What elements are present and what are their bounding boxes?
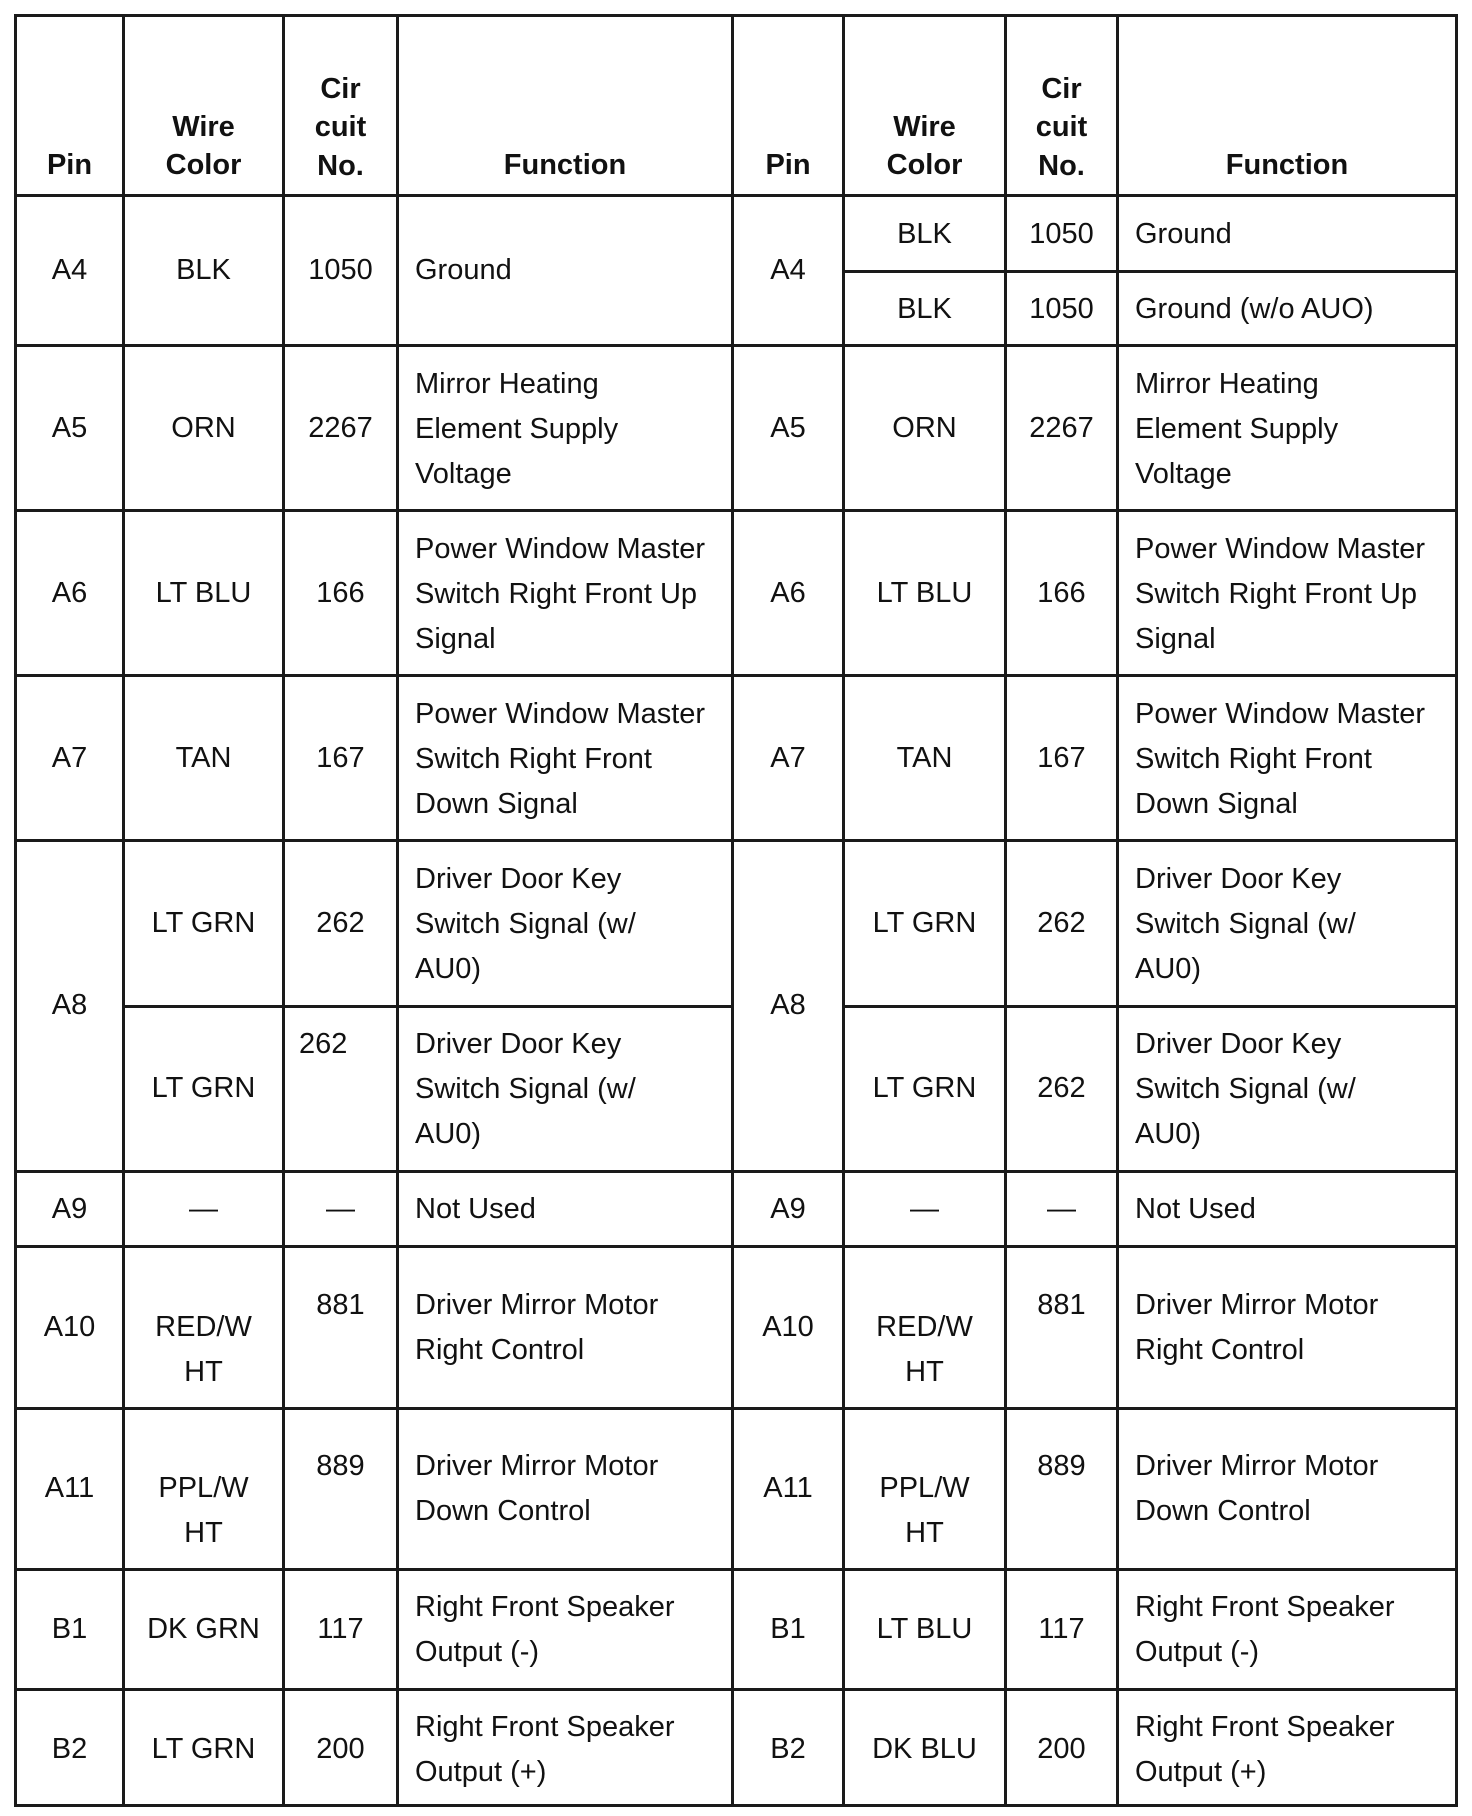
circuit-cell: 117 [1038,1613,1085,1645]
pin-cell: A10 [43,1311,96,1343]
header-function: Function [1225,149,1349,181]
pin-cell: A5 [51,412,88,444]
wire-color-cell: PPL/W HT [158,1472,249,1549]
row-divider [14,509,1458,512]
circuit-cell: 167 [316,742,365,774]
pin-cell: B2 [51,1733,88,1765]
row-divider [14,1407,1458,1410]
pin-cell: A8 [51,989,88,1021]
wire-color-cell: LT BLU [155,577,252,609]
wire-color-cell: — [910,1193,939,1225]
table-border-right [1455,14,1458,1807]
function-cell: Right Front Speaker Output (+) [415,1711,675,1788]
circuit-cell: 200 [316,1733,365,1765]
wire-color-cell: TAN [175,742,232,774]
circuit-cell: 262 [299,1028,348,1060]
circuit-cell: 166 [1037,577,1086,609]
wire-color-cell: — [189,1193,218,1225]
wire-color-cell: LT GRN [151,907,256,939]
wire-color-cell: RED/W HT [876,1311,973,1388]
function-cell: Driver Mirror Motor Right Control [1135,1289,1379,1366]
circuit-cell: — [326,1193,355,1225]
circuit-cell: 1050 [308,254,373,286]
row-divider [14,1688,1458,1691]
function-cell: Mirror Heating Element Supply Voltage [415,368,619,490]
header-wire-color: Wire Color [886,111,963,182]
circuit-cell: 889 [1037,1450,1086,1482]
wire-color-cell: ORN [171,412,236,444]
wire-color-cell: PPL/W HT [879,1472,970,1549]
row-divider [14,839,1458,842]
header-function: Function [503,149,627,181]
subrow-divider [844,1005,1458,1008]
wire-color-cell: ORN [892,412,957,444]
pin-cell: A10 [762,1311,814,1343]
pin-cell: A8 [770,989,806,1021]
circuit-cell: 262 [316,907,365,939]
wire-color-cell: TAN [896,742,953,774]
header-circuit-no: Cir cuit No. [314,73,367,182]
function-cell: Driver Door Key Switch Signal (w/ AU0) [1135,1028,1356,1150]
pin-cell: B1 [51,1613,88,1645]
pin-cell: A9 [770,1193,806,1225]
function-cell: Driver Mirror Motor Down Control [1135,1450,1379,1527]
function-cell: Driver Mirror Motor Down Control [415,1450,659,1527]
pin-cell: A4 [51,254,88,286]
wire-color-cell: LT GRN [872,1072,977,1104]
function-cell: Not Used [1135,1193,1256,1225]
pin-cell: A9 [51,1193,88,1225]
function-cell: Right Front Speaker Output (-) [1135,1591,1395,1668]
pin-cell: A5 [770,412,806,444]
circuit-cell: — [1047,1193,1076,1225]
wire-color-cell: DK GRN [147,1613,260,1645]
wire-color-cell: DK BLU [872,1733,977,1765]
wire-color-cell: BLK [176,254,231,286]
wire-color-cell: LT GRN [872,907,977,939]
function-cell: Driver Door Key Switch Signal (w/ AU0) [1135,863,1356,985]
row-divider [14,1568,1458,1571]
column-divider [1116,14,1119,1807]
circuit-cell: 889 [316,1450,365,1482]
pin-cell: A11 [763,1472,813,1504]
circuit-cell: 881 [316,1289,365,1321]
table-border-top [14,14,1458,17]
wire-color-cell: LT GRN [151,1733,256,1765]
function-cell: Ground (w/o AUO) [1135,293,1374,325]
function-cell: Driver Door Key Switch Signal (w/ AU0) [415,863,636,985]
function-cell: Driver Mirror Motor Right Control [415,1289,659,1366]
function-cell: Power Window Master Switch Right Front Down Signal [415,698,706,820]
pin-cell: B2 [770,1733,806,1765]
circuit-cell: 167 [1037,742,1086,774]
circuit-cell: 262 [1037,1072,1086,1104]
header-pin: Pin [46,149,93,181]
function-cell: Driver Door Key Switch Signal (w/ AU0) [415,1028,636,1150]
pin-cell: A4 [770,254,806,286]
pin-cell: A11 [44,1472,95,1504]
circuit-cell: 1050 [1029,293,1094,325]
wire-color-cell: BLK [897,218,952,250]
wire-color-cell: LT GRN [151,1072,256,1104]
subrow-divider [844,270,1458,273]
function-cell: Ground [1135,218,1232,250]
header-wire-color: Wire Color [165,111,242,182]
circuit-cell: 2267 [308,412,373,444]
function-cell: Right Front Speaker Output (+) [1135,1711,1395,1788]
row-divider [14,1170,1458,1173]
circuit-cell: 2267 [1029,412,1094,444]
pin-cell: A7 [51,742,88,774]
row-divider [14,674,1458,677]
circuit-cell: 1050 [1029,218,1094,250]
pin-cell: A6 [51,577,88,609]
function-cell: Mirror Heating Element Supply Voltage [1135,368,1339,490]
header-divider [14,194,1458,197]
function-cell: Not Used [415,1193,536,1225]
wire-color-cell: LT BLU [876,1613,973,1645]
wire-color-cell: BLK [897,293,952,325]
circuit-cell: 262 [1037,907,1086,939]
circuit-cell: 200 [1037,1733,1086,1765]
function-cell: Power Window Master Switch Right Front Up Signal [1135,533,1426,655]
function-cell: Ground [415,254,512,286]
circuit-cell: 881 [1037,1289,1086,1321]
circuit-cell: 117 [317,1613,364,1645]
function-cell: Right Front Speaker Output (-) [415,1591,675,1668]
header-circuit-no: Cir cuit No. [1035,73,1088,182]
wire-color-cell: RED/W HT [155,1311,252,1388]
table-border-bottom [14,1804,1458,1807]
row-divider [14,1245,1458,1248]
function-cell: Power Window Master Switch Right Front Up Signal [415,533,706,655]
circuit-cell: 166 [316,577,365,609]
pin-cell: A7 [770,742,806,774]
pin-cell: A6 [770,577,806,609]
function-cell: Power Window Master Switch Right Front Down Signal [1135,698,1426,820]
wire-color-cell: LT BLU [876,577,973,609]
column-divider [396,14,399,1807]
header-pin: Pin [765,149,811,181]
subrow-divider [124,1005,734,1008]
row-divider [14,344,1458,347]
pin-cell: B1 [770,1613,806,1645]
